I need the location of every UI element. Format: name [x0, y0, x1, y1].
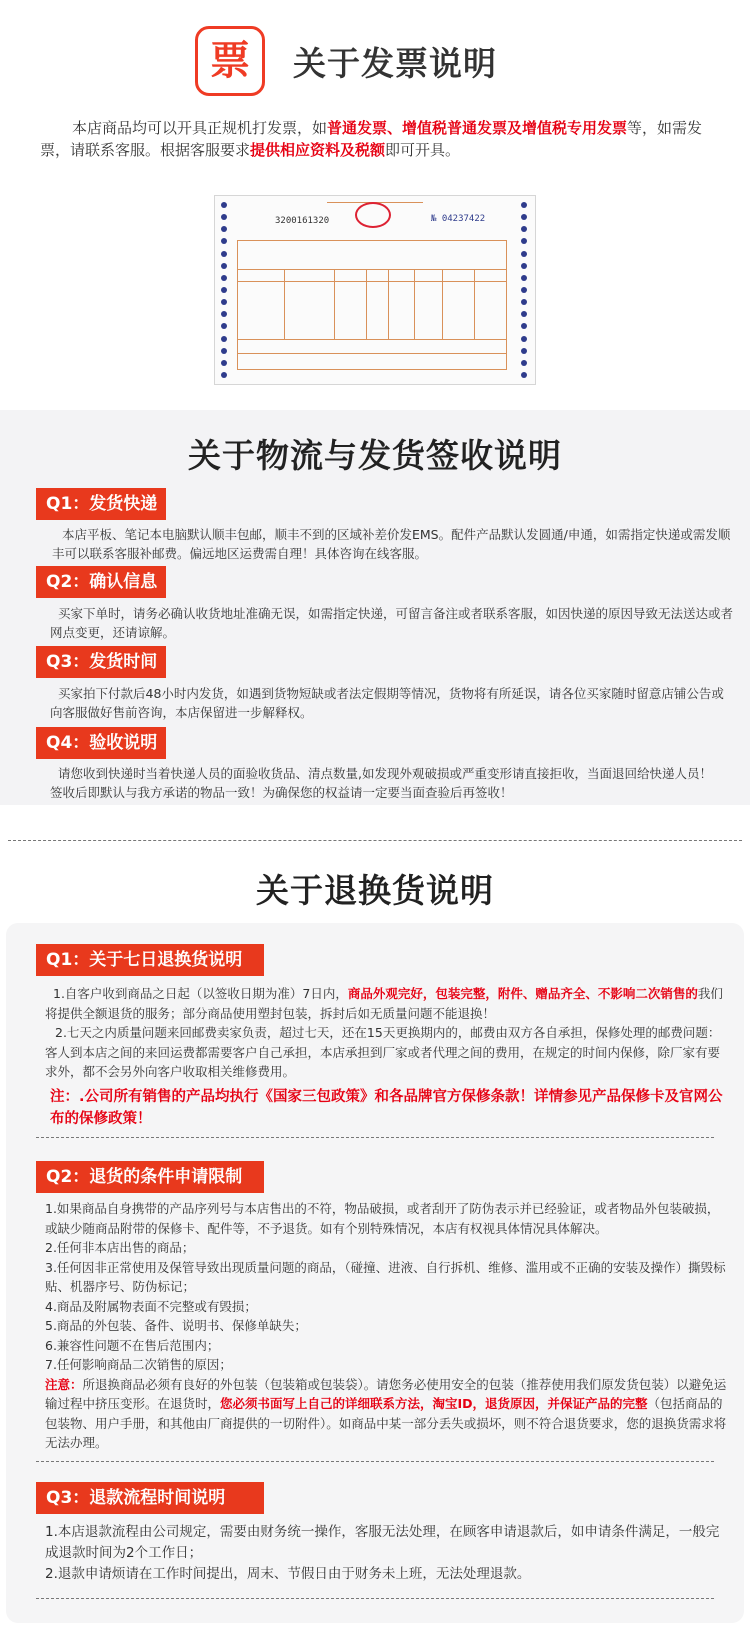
invoice-text-2: 等，如需发票，请联系客服。根据客服要求	[40, 119, 703, 159]
logistics-q4-text: 请您收到快递时当着快递人员的面验收货品、清点数量,如发现外观破损或严重变形请直接拒收，当面退回给快递人员！签收后即默认与我方承诺的物品一致！为确保您的权益请一定要当面查验后再签收！	[50, 766, 712, 800]
returns-q1-note: 注：.公司所有销售的产品均执行《国家三包政策》和各品牌官方保修条款！详情参见产品保修卡及官网公布的保修政策！	[50, 1089, 723, 1127]
logistics-q3-tag: Q3：发货时间	[36, 646, 166, 678]
logistics-q1-tag: Q1：发货快递	[36, 488, 166, 520]
invoice-text-3: 即可开具。	[385, 141, 461, 159]
returns-q1-p1-a: 1.自客户收到商品之日起（以签收日期为准）7日内，	[53, 986, 348, 1001]
invoice-badge-text: 票	[210, 38, 250, 84]
returns-q2-divider	[36, 1461, 714, 1462]
returns-q2-note-b: （包括商品的包装物、用户手册，和其他由厂商提供的一切附件）。如商品中某一部分丢失或损坏，则不符合退货要求，您的退换货需求将无法办理。	[45, 1396, 727, 1450]
logistics-q2-tag: Q2：确认信息	[36, 566, 166, 598]
logistics-q1-text: 本店平板、笔记本电脑默认顺丰包邮，顺丰不到的区域补差价发EMS。配件产品默认发圆通/申通，如需指定快递或需发顺丰可以联系客服补邮费。偏远地区运费需自理！具体咨询在线客服。	[52, 527, 731, 561]
returns-q2-line-3: 3.任何因非正常使用及保管导致出现质量问题的商品，（碰撞、进液、自行拆机、维修、滥用或不正确的安装及操作）撕毁标贴、机器序号、防伪标记；	[45, 1259, 726, 1294]
returns-q2-note	[45, 1375, 729, 1453]
tractor-holes-right	[521, 202, 529, 378]
invoice-types: 普通发票、增值税普通发票及增值税专用发票	[327, 119, 628, 137]
returns-q2-line-1: 1.如果商品自身携带的产品序列号与本店售出的不符，物品破损，或者刮开了防伪表示并已经验证，或者物品外包装破损，或缺少随商品附带的保修卡、配件等，不予退货。如有个别特殊情况，本店有权视具体情况具体解决。	[45, 1201, 720, 1236]
logistics-q4-tag: Q4：验收说明	[36, 727, 166, 759]
tractor-holes-left	[221, 202, 229, 378]
section-divider	[8, 840, 742, 841]
invoice-form-grid	[237, 240, 507, 370]
invoice-requirement: 提供相应资料及税额	[250, 141, 386, 159]
returns-q1-divider	[36, 1137, 714, 1138]
returns-q2-line-7: 7.任何影响商品二次销售的原因；	[45, 1357, 232, 1372]
returns-q2-line-4: 4.商品及附属物表面不完整或有毁损；	[45, 1298, 257, 1314]
invoice-header	[195, 26, 595, 96]
returns-q1-p2: 2.七天之内质量问题来回邮费卖家负责，超过七天，还在15天更换期内的，邮费由双方各自承担，保修处理的邮费问题：客人到本店之间的来回运费都需要客户自己承担，本店承担到厂家或者代理之间的费用，在规定的时间内保修，除厂家有要求外，都不会另外向客户收取相关维修费用。	[45, 1025, 721, 1079]
returns-q3-line-1: 1.本店退款流程由公司规定，需要由财务统一操作，客服无法处理，在顾客申请退款后，如申请条件满足，一般完成退款时间为2个工作日；	[45, 1524, 720, 1561]
returns-q2-note-a: 所退换商品必须有良好的外包装（包装箱或包装袋）。请您务必使用安全的包装（推荐使用我们原发货包装）以避免运输过程中挤压变形。在退货时，	[45, 1376, 727, 1411]
logistics-q2-text: 买家下单时，请务必确认收货地址准确无误，如需指定快递，可留言备注或者联系客服，如因快递的原因导致无法送达或者网点变更，还请谅解。	[50, 606, 734, 640]
invoice-title: 关于发票说明	[293, 43, 497, 83]
logistics-q3-text: 买家拍下付款后48小时内发货，如遇到货物短缺或者法定假期等情况，货物将有所延误，请各位买家随时留意店铺公告或向客服做好售前咨询，本店保留进一步解释权。	[50, 686, 724, 720]
invoice-sample-image	[214, 195, 536, 385]
returns-q1-p1-b: 我们将提供全额退货的服务；部分商品使用塑封包装，拆封后如无质量问题不能退换！	[45, 986, 723, 1021]
returns-q2-note-emphasis: 您必须书面写上自己的详细联系方法，淘宝ID，退货原因，并保证产品的完整	[220, 1396, 648, 1411]
invoice-text-1: 本店商品均可以开具正规机打发票，如	[72, 119, 328, 137]
invoice-seal-stamp	[355, 202, 391, 228]
returns-q2-list	[45, 1199, 729, 1453]
returns-q2-note-label: 注意：	[45, 1376, 83, 1392]
invoice-code: 3200161320	[275, 216, 330, 226]
returns-q2-line-6: 6.兼容性问题不在售后范围内；	[45, 1337, 220, 1353]
returns-q3-divider	[36, 1598, 714, 1599]
returns-q3-tag: Q3：退款流程时间说明	[36, 1482, 264, 1514]
returns-q1-p1-conditions: 商品外观完好，包装完整，附件、赠品齐全、不影响二次销售的	[347, 986, 698, 1001]
invoice-description	[40, 117, 712, 161]
invoice-icon	[195, 26, 265, 96]
returns-q1-tag: Q1：关于七日退换货说明	[36, 944, 264, 976]
invoice-number: № 04237422	[431, 214, 486, 224]
returns-q2-line-2: 2.任何非本店出售的商品；	[45, 1240, 195, 1255]
returns-q1-p1	[45, 984, 725, 1023]
returns-title: 关于退换货说明	[256, 871, 494, 910]
logistics-title: 关于物流与发货签收说明	[188, 436, 562, 475]
returns-q2-tag: Q2：退货的条件申请限制	[36, 1161, 264, 1193]
returns-q2-line-5: 5.商品的外包装、备件、说明书、保修单缺失；	[45, 1318, 307, 1333]
returns-q3-line-2: 2.退款申请烦请在工作时间提出，周末、节假日由于财务未上班，无法处理退款。	[45, 1566, 531, 1582]
